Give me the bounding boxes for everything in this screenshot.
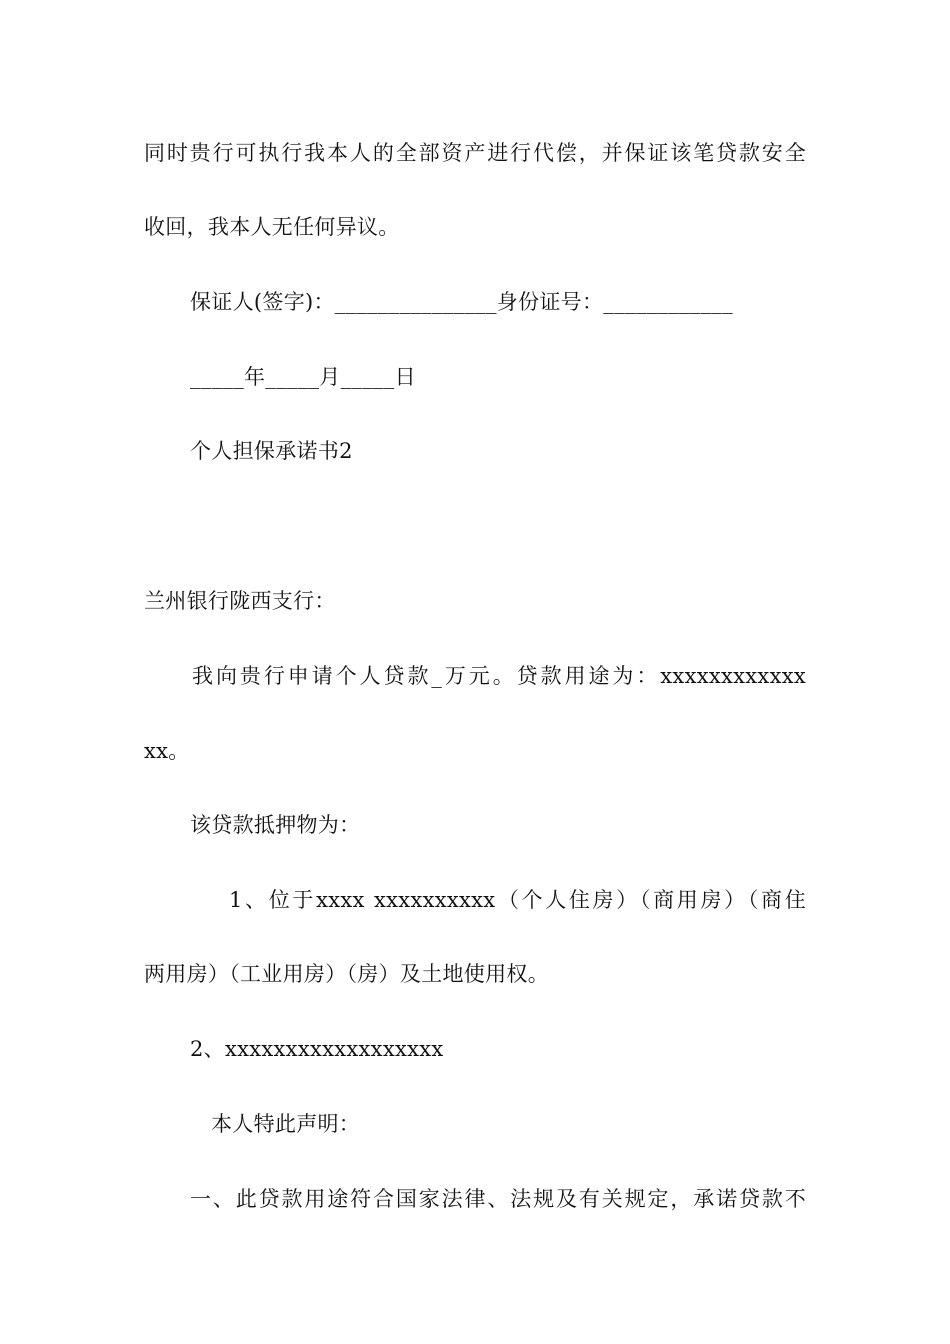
date-line: _____年_____月_____日 bbox=[190, 365, 416, 389]
list-item: 1、位于xxxx xxxxxxxxxx（个人住房）（商用房）（商住 bbox=[229, 888, 806, 912]
guarantor-signature-line: 保证人(签字)：_______________身份证号：____________ bbox=[190, 290, 733, 314]
paragraph-line: 两用房）（工业用房）（房）及土地使用权。 bbox=[144, 962, 549, 986]
section-title: 个人担保承诺书2 bbox=[190, 439, 353, 463]
paragraph-line: 本人特此声明： bbox=[211, 1112, 361, 1136]
addressee-line: 兰州银行陇西支行： bbox=[144, 589, 336, 613]
list-item: 2、xxxxxxxxxxxxxxxxxx bbox=[190, 1037, 444, 1061]
paragraph-line: xx。 bbox=[144, 739, 190, 763]
paragraph-line: 我向贵行申请个人贷款_万元。贷款用途为：xxxxxxxxxxxx bbox=[192, 664, 806, 688]
paragraph-line: 该贷款抵押物为： bbox=[190, 813, 361, 837]
paragraph-line: 同时贵行可执行我本人的全部资产进行代偿，并保证该笔贷款安全 bbox=[144, 141, 806, 165]
paragraph-line: 收回，我本人无任何异议。 bbox=[144, 215, 400, 239]
paragraph-line: 一、此贷款用途符合国家法律、法规及有关规定，承诺贷款不 bbox=[190, 1187, 806, 1211]
